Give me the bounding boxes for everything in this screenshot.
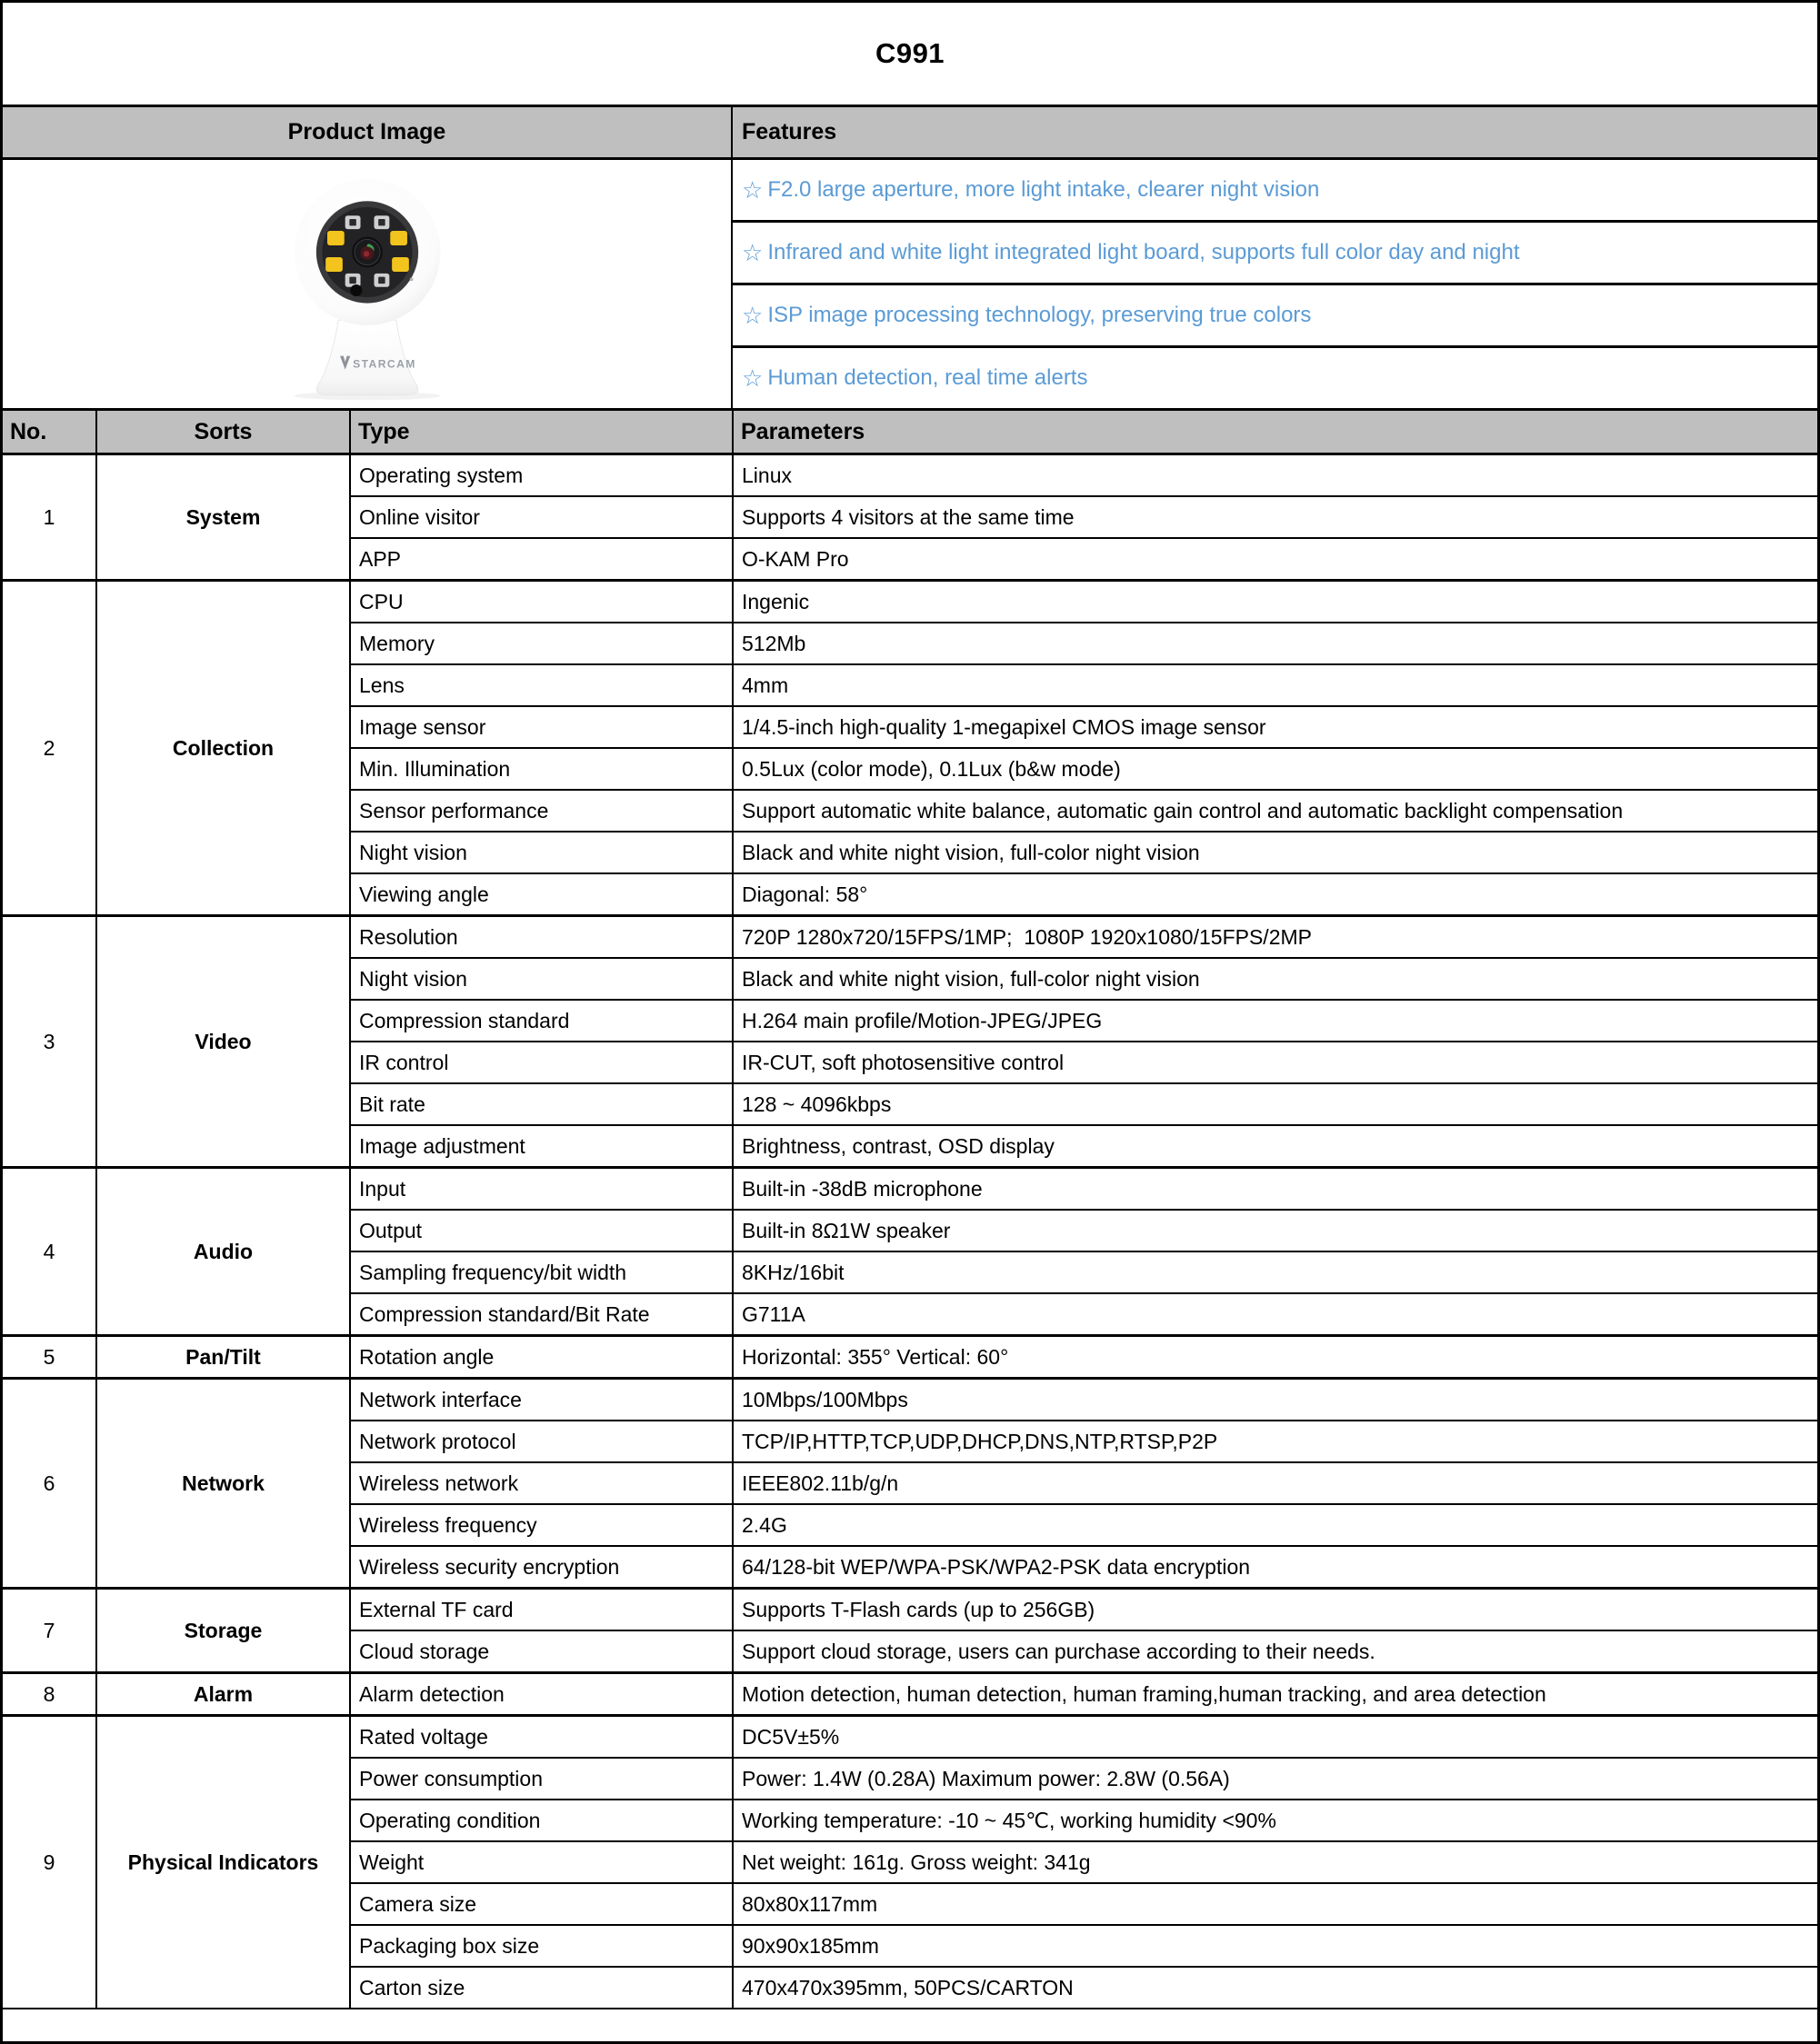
type-cell: Image sensor xyxy=(350,706,733,748)
section-sort: Physical Indicators xyxy=(96,1716,350,2009)
section-sort: Pan/Tilt xyxy=(96,1336,350,1379)
section-number: 2 xyxy=(3,581,96,916)
column-header-row xyxy=(3,411,1817,454)
section-sort: Network xyxy=(96,1379,350,1589)
type-cell: Input xyxy=(350,1168,733,1211)
type-cell: Night vision xyxy=(350,832,733,873)
section-number: 9 xyxy=(3,1716,96,2009)
param-cell: Built-in 8Ω1W speaker xyxy=(733,1210,1817,1251)
section-sort: Video xyxy=(96,916,350,1168)
column-header-type: Type xyxy=(350,411,733,454)
param-cell: Brightness, contrast, OSD display xyxy=(733,1125,1817,1168)
param-cell: 80x80x117mm xyxy=(733,1883,1817,1925)
spec-table xyxy=(3,411,1817,2009)
type-cell: Packaging box size xyxy=(350,1925,733,1967)
param-cell: IR-CUT, soft photosensitive control xyxy=(733,1042,1817,1083)
spec-row xyxy=(3,916,1817,959)
param-cell: Power: 1.4W (0.28A) Maximum power: 2.8W (0.56A) xyxy=(733,1758,1817,1800)
spec-row xyxy=(3,1673,1817,1716)
type-cell: Sensor performance xyxy=(350,790,733,832)
camera-light-sensor xyxy=(350,284,362,296)
column-header-sorts: Sorts xyxy=(96,411,350,454)
param-cell: IEEE802.11b/g/n xyxy=(733,1462,1817,1504)
type-cell: Compression standard xyxy=(350,1000,733,1042)
type-cell: Network interface xyxy=(350,1379,733,1421)
type-cell: Operating system xyxy=(350,454,733,497)
spec-row xyxy=(3,454,1817,497)
spec-row xyxy=(3,581,1817,623)
section-number: 4 xyxy=(3,1168,96,1336)
type-cell: Bit rate xyxy=(350,1083,733,1125)
param-cell: Supports T-Flash cards (up to 256GB) xyxy=(733,1589,1817,1631)
spec-table-body xyxy=(3,454,1817,2009)
type-cell: Rotation angle xyxy=(350,1336,733,1379)
type-cell: Resolution xyxy=(350,916,733,959)
param-cell: Support automatic white balance, automatic gain control and automatic backlight compensation xyxy=(733,790,1817,832)
param-cell: 720P 1280x720/15FPS/1MP; 1080P 1920x1080/15FPS/2MP xyxy=(733,916,1817,959)
param-cell: H.264 main profile/Motion-JPEG/JPEG xyxy=(733,1000,1817,1042)
feature-item xyxy=(733,160,1817,223)
type-cell: Operating condition xyxy=(350,1800,733,1841)
type-cell: Carton size xyxy=(350,1967,733,2009)
param-cell: TCP/IP,HTTP,TCP,UDP,DHCP,DNS,NTP,RTSP,P2P xyxy=(733,1421,1817,1462)
param-cell: Working temperature: -10 ~ 45℃, working humidity <90% xyxy=(733,1800,1817,1841)
type-cell: Wireless security encryption xyxy=(350,1546,733,1589)
type-cell: APP xyxy=(350,538,733,581)
spec-row xyxy=(3,1168,1817,1211)
star-icon: ☆ xyxy=(742,302,764,329)
type-cell: Alarm detection xyxy=(350,1673,733,1716)
param-cell: 1/4.5-inch high-quality 1-megapixel CMOS image sensor xyxy=(733,706,1817,748)
section-sort: Collection xyxy=(96,581,350,916)
type-cell: Sampling frequency/bit width xyxy=(350,1251,733,1293)
camera-mic-hole xyxy=(409,277,413,281)
camera-lens xyxy=(352,236,383,267)
param-cell: O-KAM Pro xyxy=(733,538,1817,581)
param-cell: Built-in -38dB microphone xyxy=(733,1168,1817,1211)
param-cell: Diagonal: 58° xyxy=(733,873,1817,916)
spec-row xyxy=(3,1336,1817,1379)
section-sort: Alarm xyxy=(96,1673,350,1716)
type-cell: Min. Illumination xyxy=(350,748,733,790)
features-list xyxy=(733,160,1817,408)
spec-row xyxy=(3,1716,1817,1759)
param-cell: Black and white night vision, full-color night vision xyxy=(733,958,1817,1000)
section-number: 1 xyxy=(3,454,96,581)
section-sort: System xyxy=(96,454,350,581)
section-number: 3 xyxy=(3,916,96,1168)
feature-text: Infrared and white light integrated light board, supports full color day and night xyxy=(767,240,1520,264)
param-cell: Net weight: 161g. Gross weight: 341g xyxy=(733,1841,1817,1883)
section-header-row xyxy=(3,105,1817,160)
type-cell: Network protocol xyxy=(350,1421,733,1462)
type-cell: CPU xyxy=(350,581,733,623)
feature-item xyxy=(733,348,1817,408)
type-cell: Online visitor xyxy=(350,496,733,538)
spec-row xyxy=(3,1589,1817,1631)
camera-product-image xyxy=(258,165,476,404)
type-cell: Wireless network xyxy=(350,1462,733,1504)
brand-logo-text: STARCAM xyxy=(352,357,416,371)
feature-text: Human detection, real time alerts xyxy=(767,365,1088,390)
features-header: Features xyxy=(742,119,837,145)
star-icon: ☆ xyxy=(742,176,764,204)
param-cell: Supports 4 visitors at the same time xyxy=(733,496,1817,538)
feature-item xyxy=(733,285,1817,348)
page-title: C991 xyxy=(875,37,945,69)
type-cell: Wireless frequency xyxy=(350,1504,733,1546)
feature-text: ISP image processing technology, preserving true colors xyxy=(767,303,1312,327)
type-cell: IR control xyxy=(350,1042,733,1083)
star-icon: ☆ xyxy=(742,364,764,392)
footer-blank xyxy=(3,2009,1817,2041)
param-cell: Linux xyxy=(733,454,1817,497)
param-cell: DC5V±5% xyxy=(733,1716,1817,1759)
section-number: 6 xyxy=(3,1379,96,1589)
product-content-row xyxy=(3,160,1817,411)
param-cell: Support cloud storage, users can purchase according to their needs. xyxy=(733,1630,1817,1673)
spec-row xyxy=(3,1379,1817,1421)
type-cell: Night vision xyxy=(350,958,733,1000)
param-cell: G711A xyxy=(733,1293,1817,1336)
type-cell: External TF card xyxy=(350,1589,733,1631)
param-cell: 4mm xyxy=(733,664,1817,706)
feature-item xyxy=(733,223,1817,285)
param-cell: 8KHz/16bit xyxy=(733,1251,1817,1293)
column-header-parameters: Parameters xyxy=(733,411,1817,454)
type-cell: Rated voltage xyxy=(350,1716,733,1759)
product-image-header: Product Image xyxy=(3,107,733,157)
section-sort: Audio xyxy=(96,1168,350,1336)
section-number: 7 xyxy=(3,1589,96,1673)
param-cell: 2.4G xyxy=(733,1504,1817,1546)
param-cell: 10Mbps/100Mbps xyxy=(733,1379,1817,1421)
param-cell: Horizontal: 355° Vertical: 60° xyxy=(733,1336,1817,1379)
type-cell: Memory xyxy=(350,623,733,664)
param-cell: 470x470x395mm, 50PCS/CARTON xyxy=(733,1967,1817,2009)
type-cell: Output xyxy=(350,1210,733,1251)
type-cell: Weight xyxy=(350,1841,733,1883)
type-cell: Lens xyxy=(350,664,733,706)
section-number: 5 xyxy=(3,1336,96,1379)
param-cell: Black and white night vision, full-color night vision xyxy=(733,832,1817,873)
section-number: 8 xyxy=(3,1673,96,1716)
param-cell: 512Mb xyxy=(733,623,1817,664)
type-cell: Camera size xyxy=(350,1883,733,1925)
param-cell: 64/128-bit WEP/WPA-PSK/WPA2-PSK data encryption xyxy=(733,1546,1817,1589)
param-cell: Ingenic xyxy=(733,581,1817,623)
type-cell: Cloud storage xyxy=(350,1630,733,1673)
product-image-cell xyxy=(3,160,733,408)
param-cell: 90x90x185mm xyxy=(733,1925,1817,1967)
type-cell: Image adjustment xyxy=(350,1125,733,1168)
type-cell: Compression standard/Bit Rate xyxy=(350,1293,733,1336)
param-cell: 0.5Lux (color mode), 0.1Lux (b&w mode) xyxy=(733,748,1817,790)
param-cell: Motion detection, human detection, human framing,human tracking, and area detection xyxy=(733,1673,1817,1716)
column-header-no: No. xyxy=(3,411,96,454)
type-cell: Viewing angle xyxy=(350,873,733,916)
param-cell: 128 ~ 4096kbps xyxy=(733,1083,1817,1125)
feature-text: F2.0 large aperture, more light intake, clearer night vision xyxy=(767,177,1320,202)
type-cell: Power consumption xyxy=(350,1758,733,1800)
star-icon: ☆ xyxy=(742,239,764,266)
section-sort: Storage xyxy=(96,1589,350,1673)
